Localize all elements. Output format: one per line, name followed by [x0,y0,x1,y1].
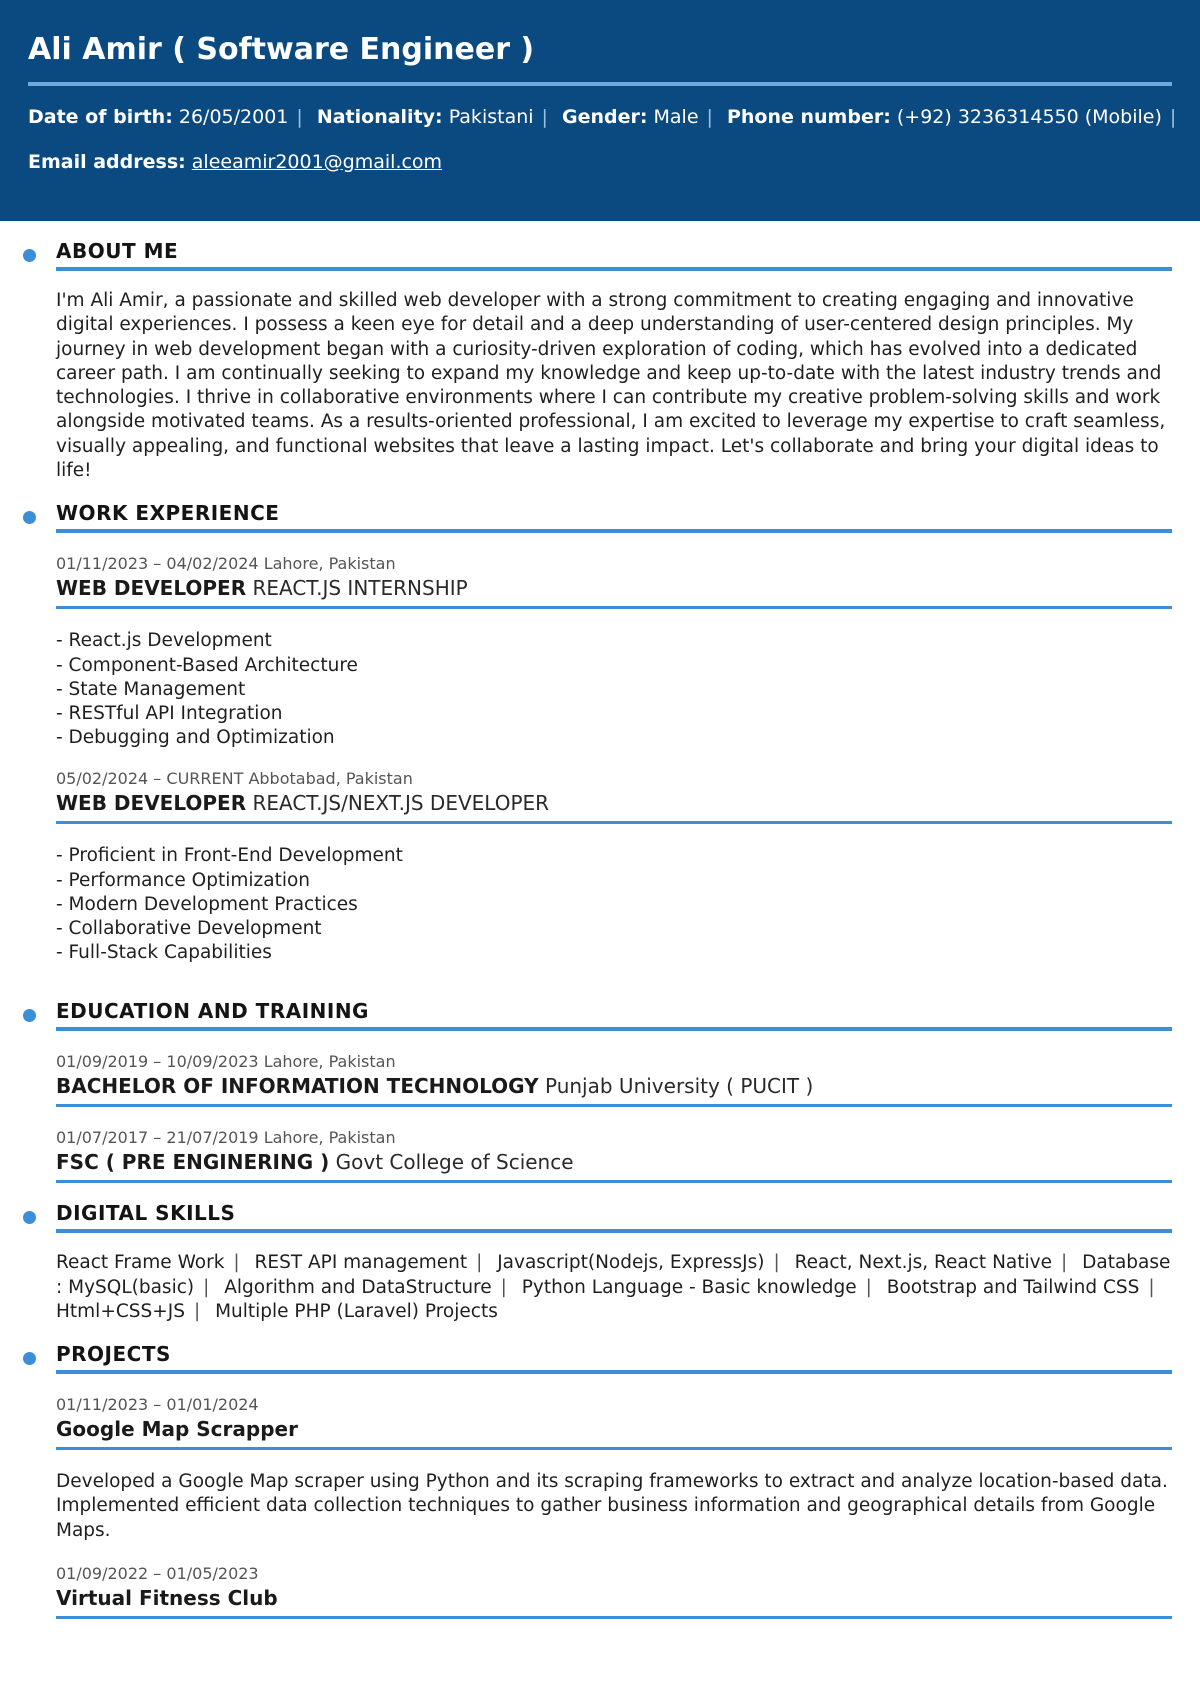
skill-item: React Frame Work [56,1252,225,1274]
job-subtitle: REACT.JS/NEXT.JS DEVELOPER [252,791,550,816]
list-item: - Collaborative Development [56,918,322,939]
section-divider [56,529,1172,533]
job-date: 05/02/2024 – CURRENT Abbotabad, Pakistan [56,769,413,789]
list-item: - State Management [56,678,246,700]
education-section [56,995,1172,1183]
list-item: - Full-Stack Capabilities [56,942,272,964]
bullet-dot-icon [23,1211,36,1224]
section-divider [56,1229,1172,1233]
section-title: PROJECTS [56,1342,171,1367]
entry-divider [56,821,1172,824]
nationality-value: Pakistani [448,106,534,128]
list-item: - Proficient in Front-End Development [56,845,403,867]
work-section [56,497,1172,965]
list-item: - RESTful API Integration [56,702,283,724]
job-title [56,575,1172,601]
list-item: - Debugging and Optimization [56,727,335,749]
job-role: WEB DEVELOPER [56,576,247,601]
skill-item: React, Next.js, React Native [794,1252,1052,1274]
project-description: Developed a Google Map scraper using Python and its scraping frameworks to extract and analyze location-based data. Implemented efficient data collection techniques to gather business information and geographical details from Google Maps. [56,1471,1168,1541]
email-label: Email address: [28,151,186,173]
entry-divider [56,606,1172,609]
education-title [56,1073,1172,1099]
section-divider [56,1027,1172,1031]
entry-divider [56,1180,1172,1183]
education-entry [56,1051,1172,1107]
institution-name: Punjab University ( PUCIT ) [545,1074,814,1099]
about-text: I'm Ali Amir, a passionate and skilled web developer with a strong commitment to creating engaging and innovative digital experiences. I possess a keen eye for detail and a deep understanding of user-centered design principles. My journey in web development began with a curiosity-driven exploration of coding, which has evolved into a dedicated career path. I am continually seeking to expand my knowledge and keep up-to-date with the latest industry trends and technologies. I thrive in collaborative environments where I can contribute my creative problem-solving skills and work alongside motivated teams. As a results-oriented professional, I am excited to leverage my expertise to craft seamless, visually appealing, and functional websites that leave a lasting impact. Let's collaborate and bring your digital ideas to life! [56,290,1166,482]
job-role: WEB DEVELOPER [56,791,247,816]
skill-item: Multiple PHP (Laravel) Projects [215,1300,498,1322]
skill-item: Python Language - Basic knowledge [521,1276,857,1298]
phone-label: Phone number: [726,106,891,128]
degree-name: BACHELOR OF INFORMATION TECHNOLOGY [56,1074,539,1099]
education-entry [56,1127,1172,1183]
job-duties [56,629,1172,750]
section-title: EDUCATION AND TRAINING [56,999,369,1024]
section-title: WORK EXPERIENCE [56,501,280,526]
dob-value: 26/05/2001 [178,106,289,128]
project-title [56,1585,1172,1611]
job-entry [56,768,1172,965]
list-item: - Component-Based Architecture [56,654,358,676]
project-date: 01/09/2022 – 01/05/2023 [56,1563,259,1583]
project-title [56,1416,1172,1442]
section-title: ABOUT ME [56,239,179,263]
project-entry [56,1563,1172,1619]
about-section [56,235,1172,483]
header-divider [28,82,1172,86]
email-line [28,149,1172,175]
education-date: 01/09/2019 – 10/09/2023 Lahore, Pakistan [56,1052,396,1072]
degree-name: FSC ( PRE ENGINERING ) [56,1150,330,1175]
list-item: - React.js Development [56,630,272,652]
personal-info-line: Date of birth: 26/05/2001 | Nationality: Pakistani | Gender: Male | Phone number: (+92) 3236314550 (Mobile) | [28,106,1177,128]
skill-item: Database : MySQL(basic) [56,1252,1171,1298]
job-duties [56,844,1172,965]
project-date: 01/11/2023 – 01/01/2024 [56,1395,259,1415]
email-link[interactable]: aleeamir2001@gmail.com [191,151,443,173]
entry-divider [56,1104,1172,1107]
bullet-dot-icon [23,511,36,524]
gender-value: Male [653,106,699,128]
project-name: Virtual Fitness Club [56,1585,278,1610]
nationality-label: Nationality: [316,106,443,128]
section-title: DIGITAL SKILLS [56,1201,236,1226]
education-title [56,1149,1172,1175]
resume-header [0,0,1200,221]
job-entry [56,553,1172,750]
project-entry [56,1394,1172,1543]
skills-section [56,1197,1172,1324]
job-subtitle: REACT.JS INTERNSHIP [252,576,468,601]
section-divider [56,267,1172,271]
skill-item: Javascript(Nodejs, ExpressJs) [497,1252,765,1274]
phone-value: (+92) 3236314550 (Mobile) [896,106,1162,128]
projects-section [56,1338,1172,1619]
bullet-dot-icon [23,249,36,262]
section-divider [56,1370,1172,1374]
candidate-name: Ali Amir ( Software Engineer ) [28,32,535,67]
dob-label: Date of birth: [28,106,173,128]
institution-name: Govt College of Science [335,1150,574,1175]
entry-divider [56,1616,1172,1619]
skill-item: Algorithm and DataStructure [224,1276,492,1298]
gender-label: Gender: [561,106,648,128]
education-date: 01/07/2017 – 21/07/2019 Lahore, Pakistan [56,1128,396,1148]
entry-divider [56,1447,1172,1450]
skill-item: Bootstrap and Tailwind CSS [886,1276,1140,1298]
list-item: - Performance Optimization [56,869,311,891]
bullet-dot-icon [23,1009,36,1022]
skills-list: React Frame Work | REST API management | Javascript(Nodejs, ExpressJs) | React, Next.js, React Native | Database : MySQL(basic) | Algorithm and DataStructure | Python Language - Basic knowledge | Bootstrap and Tailwind CSS | Html+CSS+JS | Multiple PHP (Laravel) Projects [56,1252,1171,1322]
job-title [56,790,1172,816]
job-date: 01/11/2023 – 04/02/2024 Lahore, Pakistan [56,554,396,574]
skill-item: Html+CSS+JS [56,1300,185,1322]
project-name: Google Map Scrapper [56,1417,298,1442]
resume-body [0,235,1200,1619]
bullet-dot-icon [23,1352,36,1365]
skill-item: REST API management [254,1252,468,1274]
list-item: - Modern Development Practices [56,893,358,915]
